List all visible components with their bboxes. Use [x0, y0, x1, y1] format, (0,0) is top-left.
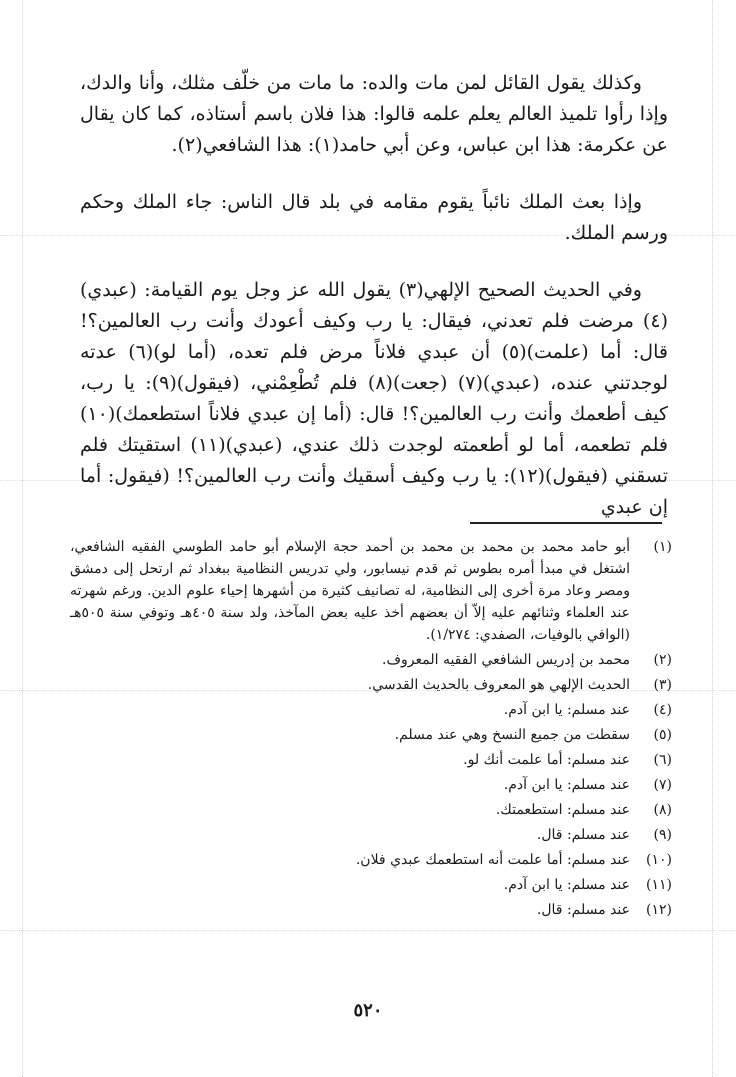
- margin-guide-left: [22, 0, 23, 1077]
- footnote-text: عند مسلم: استطعمتك.: [495, 802, 630, 818]
- footnote-number: (١٢): [646, 902, 672, 918]
- footnote-number: (٢): [653, 652, 672, 668]
- footnote: [70, 749, 672, 771]
- footnote: [70, 724, 672, 746]
- footnote: [70, 536, 672, 646]
- footnote-text: عند مسلم: أما علمت أنه استطعمك عبدي فلان.: [355, 852, 630, 868]
- footnote-text: عند مسلم: يا ابن آدم.: [503, 877, 630, 893]
- footnote-number: (٣): [653, 677, 672, 693]
- footnote: [70, 774, 672, 796]
- footnote: [70, 674, 672, 696]
- main-text: [80, 68, 668, 549]
- footnote-separator: [470, 522, 662, 524]
- page-number: ٥٢٠: [353, 1000, 383, 1021]
- footnote-number: (٩): [653, 827, 672, 843]
- footnote: [70, 849, 672, 871]
- footnote-text: عند مسلم: قال.: [536, 902, 630, 918]
- footnote-text: الحديث الإلهي هو المعروف بالحديث القدسي.: [367, 677, 630, 693]
- footnote: [70, 649, 672, 671]
- paragraph: وإذا بعث الملك نائباً يقوم مقامه في بلد قال الناس: جاء الملك وحكم ورسم الملك.: [80, 191, 668, 244]
- footnote-number: (٤): [653, 702, 672, 718]
- scan-guide: [0, 930, 736, 931]
- footnote-text: عند مسلم: قال.: [536, 827, 630, 843]
- footnote-text: محمد بن إدريس الشافعي الفقيه المعروف.: [382, 652, 630, 668]
- footnote-number: (٧): [653, 777, 672, 793]
- footnotes: [70, 536, 672, 924]
- footnote: [70, 824, 672, 846]
- paragraph: وكذلك يقول القائل لمن مات والده: ما مات من خلّف مثلك، وأنا والدك، وإذا رأوا تلميذ العالم يعلم علمه قالوا: هذا فلان باسم أستاذه، كما كان يقال عن عكرمة: هذا ابن عباس، وعن أبي حامد(١): هذا الشافعي(٢).: [80, 72, 668, 156]
- footnote-number: (١): [653, 539, 672, 555]
- footnote: [70, 799, 672, 821]
- footnote-number: (٨): [653, 802, 672, 818]
- footnote: [70, 874, 672, 896]
- paragraph: وفي الحديث الصحيح الإلهي(٣) يقول الله عز وجل يوم القيامة: (عبدي)(٤) مرضت فلم تعدني، فيقال: يا رب وكيف أعودك وأنت رب العالمين؟! قال: أما (علمت)(٥) أن عبدي فلاناً مرض فلم تعده، (أما لو)(٦) عدته لوجدتني عنده، (عبدي)(٧) (جعت)(٨) فلم تُطْعِمْني، (فيقول)(٩): يا رب، كيف أطعمك وأنت رب العالمين؟! قال: (أما إن عبدي فلاناً استطعمك)(١٠) فلم تطعمه، أما لو أطعمته لوجدت ذلك عندي، (عبدي)(١١) استقيتك فلم تسقني (فيقول)(١٢): يا رب وكيف أسقيك وأنت رب العالمين؟! (فيقول: أما إن عبدي: [80, 279, 668, 518]
- footnote-number: (٦): [653, 752, 672, 768]
- footnote-text: عند مسلم: أما علمت أنك لو.: [463, 752, 630, 768]
- footnote-number: (٥): [653, 727, 672, 743]
- footnote: [70, 899, 672, 921]
- footnote-text: أبو حامد محمد بن محمد بن محمد بن أحمد حجة الإسلام أبو حامد الطوسي الفقيه الشافعي، اشتغل في مبدأ أمره بطوس ثم قدم نيسابور، ولي تدريس النظامية ببغداد ثم ارتحل إلى دمشق ومصر وعاد مرة أخرى إلى النظامية، له تصانيف كثيرة من أشهرها إحياء علوم الدين. ورغم شهرته عند العلماء وثنائهم عليه إلاّ أن بعضهم أخذ عليه بعض المآخذ، ولد سنة ٤٠٥هـ وتوفي سنة ٥٠٥هـ (الوافي بالوفيات، الصفدي: ١/٢٧٤).: [70, 539, 630, 643]
- footnote-text: عند مسلم: يا ابن آدم.: [503, 702, 630, 718]
- footnote-text: عند مسلم: يا ابن آدم.: [503, 777, 630, 793]
- footnote-text: سقطت من جميع النسخ وهي عند مسلم.: [394, 727, 630, 743]
- footnote-number: (١٠): [646, 852, 672, 868]
- margin-guide-right: [712, 0, 713, 1077]
- footnote: [70, 699, 672, 721]
- footnote-number: (١١): [646, 877, 672, 893]
